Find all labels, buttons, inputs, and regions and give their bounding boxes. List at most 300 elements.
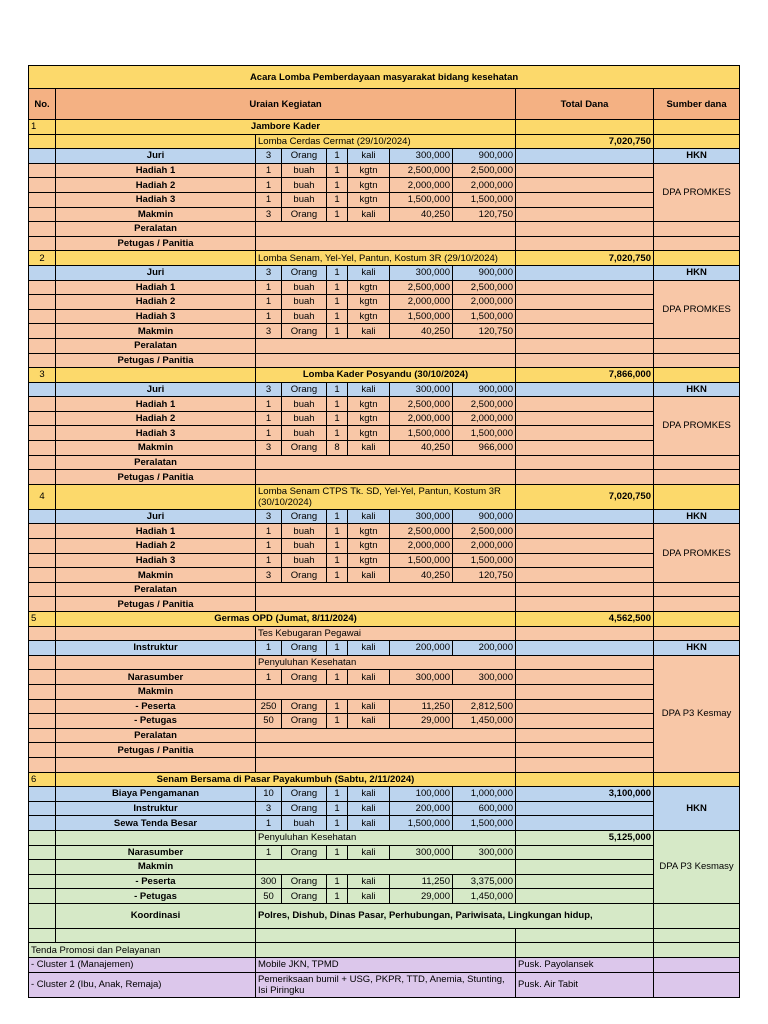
subsection-name: Lomba Senam, Yel-Yel, Pantun, Kostum 3R (29/10/2024)	[256, 251, 516, 266]
table-row	[29, 568, 740, 583]
section-number: 1	[29, 120, 56, 135]
table-row	[29, 845, 740, 860]
item-freq-unit: kgtn	[348, 397, 390, 412]
item-amount: 2,000,000	[453, 295, 516, 310]
total-cell	[516, 280, 654, 295]
no-cell	[29, 455, 56, 470]
item-freq: 1	[327, 324, 348, 339]
item-freq-unit: kali	[348, 265, 390, 280]
item-label: Biaya Pengamanan	[56, 787, 256, 802]
table-row	[29, 860, 740, 875]
table-row	[29, 163, 740, 178]
item-unit: buah	[282, 295, 327, 310]
item-freq-unit: kgtn	[348, 426, 390, 441]
source-cell	[654, 772, 740, 787]
blank-cell	[56, 928, 256, 943]
no-cell	[29, 684, 56, 699]
source-cell	[654, 368, 740, 383]
total-cell	[516, 845, 654, 860]
item-label: Makmin	[56, 441, 256, 456]
item-amount: 2,000,000	[453, 539, 516, 554]
item-unit: buah	[282, 553, 327, 568]
item-price: 200,000	[390, 801, 453, 816]
item-freq: 1	[327, 411, 348, 426]
source-dpa: DPA PROMKES	[654, 163, 740, 221]
source-cell	[654, 972, 740, 997]
no-cell	[29, 670, 56, 685]
no-cell	[29, 509, 56, 524]
source-cell	[654, 582, 740, 597]
subsection-name: Penyuluhan Kesehatan	[256, 830, 516, 845]
item-unit: Orang	[282, 265, 327, 280]
item-freq-unit: kali	[348, 889, 390, 904]
item-freq: 1	[327, 178, 348, 193]
item-unit: buah	[282, 280, 327, 295]
item-freq-unit: kali	[348, 382, 390, 397]
item-freq: 1	[327, 787, 348, 802]
section-header-row	[29, 484, 740, 509]
item-unit: buah	[282, 163, 327, 178]
item-price: 2,000,000	[390, 539, 453, 554]
empty-detail	[256, 455, 516, 470]
source-cell	[654, 353, 740, 368]
source-cell	[654, 903, 740, 928]
empty-detail	[256, 860, 516, 875]
item-price: 11,250	[390, 874, 453, 889]
item-label: Hadiah 1	[56, 280, 256, 295]
col-total-header: Total Dana	[516, 89, 654, 120]
item-label: - Peserta	[56, 699, 256, 714]
section-number: 6	[29, 772, 56, 787]
no-cell	[29, 353, 56, 368]
item-label: Sewa Tenda Besar	[56, 816, 256, 831]
item-qty: 3	[256, 801, 282, 816]
table-row	[29, 816, 740, 831]
item-label: Petugas / Panitia	[56, 470, 256, 485]
item-freq-unit: kali	[348, 568, 390, 583]
empty-detail	[256, 743, 516, 758]
item-label: - Peserta	[56, 874, 256, 889]
section-header-row	[29, 612, 740, 627]
source-hkn: HKN	[654, 382, 740, 397]
total-cell	[516, 597, 654, 612]
section-total: 4,562,500	[516, 612, 654, 627]
total-cell	[516, 860, 654, 875]
source-cell	[654, 928, 740, 943]
item-unit: Orang	[282, 787, 327, 802]
table-row	[29, 714, 740, 729]
item-qty: 10	[256, 787, 282, 802]
section-total: 7,020,750	[516, 134, 654, 149]
no-cell	[29, 207, 56, 222]
item-qty: 3	[256, 441, 282, 456]
item-label: Hadiah 3	[56, 553, 256, 568]
item-freq: 1	[327, 670, 348, 685]
item-price: 100,000	[390, 787, 453, 802]
total-cell	[516, 626, 654, 641]
item-freq: 1	[327, 539, 348, 554]
item-label: Peralatan	[56, 582, 256, 597]
item-freq-unit: kali	[348, 441, 390, 456]
item-qty: 1	[256, 816, 282, 831]
item-unit: Orang	[282, 714, 327, 729]
no-cell	[29, 265, 56, 280]
item-label: Makmin	[56, 207, 256, 222]
blank-cell	[56, 484, 256, 509]
item-freq: 1	[327, 714, 348, 729]
total-cell	[516, 582, 654, 597]
empty-detail	[256, 222, 516, 237]
subsection-name: Tes Kebugaran Pegawai	[256, 626, 516, 641]
item-freq: 1	[327, 509, 348, 524]
table-row	[29, 641, 740, 656]
total-cell	[516, 192, 654, 207]
item-amount: 2,500,000	[453, 397, 516, 412]
item-freq-unit: kali	[348, 787, 390, 802]
item-freq: 1	[327, 149, 348, 164]
item-freq-unit: kgtn	[348, 553, 390, 568]
item-label: Makmin	[56, 324, 256, 339]
subsection-name: Lomba Cerdas Cermat (29/10/2024)	[256, 134, 516, 149]
empty-detail	[256, 236, 516, 251]
no-cell	[29, 149, 56, 164]
cluster-label: - Cluster 1 (Manajemen)	[29, 958, 256, 973]
item-label: Hadiah 3	[56, 309, 256, 324]
no-cell	[29, 411, 56, 426]
item-price: 2,500,000	[390, 280, 453, 295]
total-cell	[516, 397, 654, 412]
item-price: 2,500,000	[390, 524, 453, 539]
no-cell	[29, 324, 56, 339]
item-qty: 1	[256, 845, 282, 860]
no-cell	[29, 426, 56, 441]
item-label: Hadiah 1	[56, 524, 256, 539]
total-cell	[516, 539, 654, 554]
source-dpa: DPA PROMKES	[654, 524, 740, 582]
item-label: Juri	[56, 149, 256, 164]
total-cell	[516, 455, 654, 470]
item-unit: Orang	[282, 207, 327, 222]
item-price: 300,000	[390, 265, 453, 280]
no-cell	[29, 163, 56, 178]
item-unit: buah	[282, 426, 327, 441]
table-row	[29, 801, 740, 816]
no-cell	[29, 539, 56, 554]
total-cell	[516, 670, 654, 685]
item-price: 2,000,000	[390, 295, 453, 310]
item-qty: 1	[256, 641, 282, 656]
section-number: 4	[29, 484, 56, 509]
section-number: 3	[29, 368, 56, 383]
table-row	[29, 353, 740, 368]
koordinasi-text: Polres, Dishub, Dinas Pasar, Perhubungan, Pariwisata, Lingkungan hidup,	[256, 903, 654, 928]
item-qty: 1	[256, 539, 282, 554]
no-cell	[29, 441, 56, 456]
item-amount: 3,375,000	[453, 874, 516, 889]
source-hkn: HKN	[654, 787, 740, 831]
item-freq-unit: kgtn	[348, 524, 390, 539]
item-qty: 1	[256, 295, 282, 310]
section-header-row	[29, 120, 740, 135]
item-freq-unit: kali	[348, 699, 390, 714]
item-qty: 3	[256, 509, 282, 524]
no-cell	[29, 280, 56, 295]
item-label: Petugas / Panitia	[56, 353, 256, 368]
table-row	[29, 524, 740, 539]
promo-row	[29, 958, 740, 973]
item-price: 1,500,000	[390, 192, 453, 207]
no-cell	[29, 787, 56, 802]
item-amount: 120,750	[453, 207, 516, 222]
item-qty: 1	[256, 553, 282, 568]
total-cell	[516, 470, 654, 485]
item-label: Peralatan	[56, 455, 256, 470]
total-cell	[516, 382, 654, 397]
item-amount: 300,000	[453, 845, 516, 860]
item-label: Makmin	[56, 860, 256, 875]
total-cell	[516, 120, 654, 135]
item-freq-unit: kgtn	[348, 280, 390, 295]
total-cell	[516, 178, 654, 193]
no-cell	[29, 757, 56, 772]
item-qty: 250	[256, 699, 282, 714]
item-freq: 1	[327, 207, 348, 222]
no-cell	[29, 568, 56, 583]
total-cell	[516, 928, 654, 943]
table-row	[29, 397, 740, 412]
total-cell	[516, 524, 654, 539]
item-freq-unit: kgtn	[348, 539, 390, 554]
item-unit: Orang	[282, 845, 327, 860]
item-price: 29,000	[390, 889, 453, 904]
budget-sheet	[28, 65, 739, 998]
item-label: - Petugas	[56, 889, 256, 904]
item-qty: 3	[256, 382, 282, 397]
item-label: Hadiah 2	[56, 539, 256, 554]
item-price: 300,000	[390, 382, 453, 397]
item-unit: Orang	[282, 568, 327, 583]
empty-detail	[256, 597, 516, 612]
no-cell	[29, 524, 56, 539]
col-no-header: No.	[29, 89, 56, 120]
table-row	[29, 280, 740, 295]
source-cell	[654, 236, 740, 251]
item-freq: 1	[327, 163, 348, 178]
section-header-row	[29, 772, 740, 787]
total-cell	[516, 163, 654, 178]
item-price: 40,250	[390, 568, 453, 583]
source-cell	[654, 943, 740, 958]
item-freq: 1	[327, 845, 348, 860]
blank-cell	[56, 655, 256, 670]
blank-cell	[56, 251, 256, 266]
source-cell	[654, 626, 740, 641]
promo-title-row	[29, 943, 740, 958]
item-qty: 1	[256, 163, 282, 178]
total-cell	[516, 684, 654, 699]
total-cell	[516, 801, 654, 816]
item-label: Koordinasi	[56, 903, 256, 928]
item-unit: buah	[282, 309, 327, 324]
total-cell	[516, 265, 654, 280]
total-cell	[516, 236, 654, 251]
page-title: Acara Lomba Pemberdayaan masyarakat bidang kesehatan	[29, 66, 740, 89]
item-label: Hadiah 1	[56, 397, 256, 412]
item-label: Hadiah 3	[56, 192, 256, 207]
no-cell	[29, 830, 56, 845]
no-cell	[29, 903, 56, 928]
total-cell	[516, 772, 654, 787]
item-label: Hadiah 2	[56, 178, 256, 193]
source-dpa: DPA PROMKES	[654, 397, 740, 455]
table-row	[29, 699, 740, 714]
source-hkn: HKN	[654, 509, 740, 524]
empty-detail	[256, 684, 516, 699]
item-freq-unit: kali	[348, 324, 390, 339]
item-freq-unit: kali	[348, 149, 390, 164]
subsection-row	[29, 655, 740, 670]
item-qty: 1	[256, 524, 282, 539]
item-qty: 1	[256, 426, 282, 441]
source-dpa: DPA P3 Kesmay	[654, 655, 740, 772]
item-unit: buah	[282, 539, 327, 554]
item-unit: buah	[282, 192, 327, 207]
item-label: Juri	[56, 509, 256, 524]
item-price: 40,250	[390, 324, 453, 339]
item-amount: 1,500,000	[453, 553, 516, 568]
no-cell	[29, 222, 56, 237]
no-cell	[29, 597, 56, 612]
title-row	[29, 66, 740, 89]
source-cell	[654, 455, 740, 470]
table-row	[29, 670, 740, 685]
total-cell	[516, 943, 654, 958]
total-cell	[516, 509, 654, 524]
subsection-row	[29, 626, 740, 641]
item-label: Peralatan	[56, 338, 256, 353]
item-label: Narasumber	[56, 845, 256, 860]
cluster-place: Pusk. Air Tabit	[516, 972, 654, 997]
no-cell	[29, 728, 56, 743]
source-hkn: HKN	[654, 265, 740, 280]
item-freq: 1	[327, 382, 348, 397]
item-amount: 120,750	[453, 324, 516, 339]
section-total: 5,125,000	[516, 830, 654, 845]
item-label: Hadiah 1	[56, 163, 256, 178]
item-price: 200,000	[390, 641, 453, 656]
item-qty: 300	[256, 874, 282, 889]
item-price: 300,000	[390, 149, 453, 164]
no-cell	[29, 178, 56, 193]
total-cell	[516, 714, 654, 729]
no-cell	[29, 845, 56, 860]
item-label: Petugas / Panitia	[56, 743, 256, 758]
item-price: 40,250	[390, 441, 453, 456]
item-freq: 1	[327, 568, 348, 583]
item-label: Hadiah 2	[56, 411, 256, 426]
item-unit: Orang	[282, 509, 327, 524]
total-cell	[516, 553, 654, 568]
table-row	[29, 728, 740, 743]
no-cell	[29, 582, 56, 597]
item-qty: 1	[256, 411, 282, 426]
item-freq: 1	[327, 874, 348, 889]
section-total: 7,866,000	[516, 368, 654, 383]
total-cell	[516, 743, 654, 758]
blank-cell	[56, 830, 256, 845]
empty-detail	[256, 470, 516, 485]
table-row	[29, 411, 740, 426]
item-freq: 1	[327, 889, 348, 904]
total-cell	[516, 295, 654, 310]
item-freq-unit: kali	[348, 874, 390, 889]
item-label: Peralatan	[56, 222, 256, 237]
table-row	[29, 192, 740, 207]
table-row	[29, 874, 740, 889]
item-freq: 1	[327, 641, 348, 656]
no-cell	[29, 553, 56, 568]
no-cell	[29, 309, 56, 324]
total-cell	[516, 411, 654, 426]
source-cell	[654, 222, 740, 237]
item-freq-unit: kgtn	[348, 295, 390, 310]
item-amount: 2,812,500	[453, 699, 516, 714]
item-unit: Orang	[282, 324, 327, 339]
item-unit: Orang	[282, 699, 327, 714]
item-unit: buah	[282, 397, 327, 412]
item-qty: 1	[256, 397, 282, 412]
table-row	[29, 455, 740, 470]
no-cell	[29, 860, 56, 875]
empty-detail	[256, 757, 516, 772]
empty-detail	[256, 582, 516, 597]
table-row	[29, 382, 740, 397]
table-row	[29, 295, 740, 310]
item-unit: buah	[282, 411, 327, 426]
blank-cell	[56, 757, 256, 772]
subsection-name: Lomba Senam CTPS Tk. SD, Yel-Yel, Pantun, Kostum 3R (30/10/2024)	[256, 484, 516, 509]
item-label: Instruktur	[56, 641, 256, 656]
item-freq: 1	[327, 699, 348, 714]
item-label: Juri	[56, 382, 256, 397]
item-freq: 1	[327, 295, 348, 310]
item-unit: Orang	[282, 670, 327, 685]
subsection-row	[29, 134, 740, 149]
no-cell	[29, 134, 56, 149]
source-cell	[654, 338, 740, 353]
total-cell	[516, 655, 654, 670]
item-qty: 1	[256, 309, 282, 324]
item-price: 2,000,000	[390, 411, 453, 426]
empty-detail	[256, 943, 516, 958]
item-amount: 900,000	[453, 265, 516, 280]
table-row	[29, 597, 740, 612]
blank-cell	[56, 368, 256, 383]
item-price: 1,500,000	[390, 553, 453, 568]
no-cell	[29, 889, 56, 904]
item-price: 40,250	[390, 207, 453, 222]
table-row	[29, 470, 740, 485]
table-row	[29, 787, 740, 802]
item-freq: 1	[327, 426, 348, 441]
total-cell	[516, 426, 654, 441]
total-cell	[516, 816, 654, 831]
table-row	[29, 338, 740, 353]
no-cell	[29, 699, 56, 714]
source-cell	[654, 134, 740, 149]
item-label: Makmin	[56, 568, 256, 583]
table-row	[29, 903, 740, 928]
